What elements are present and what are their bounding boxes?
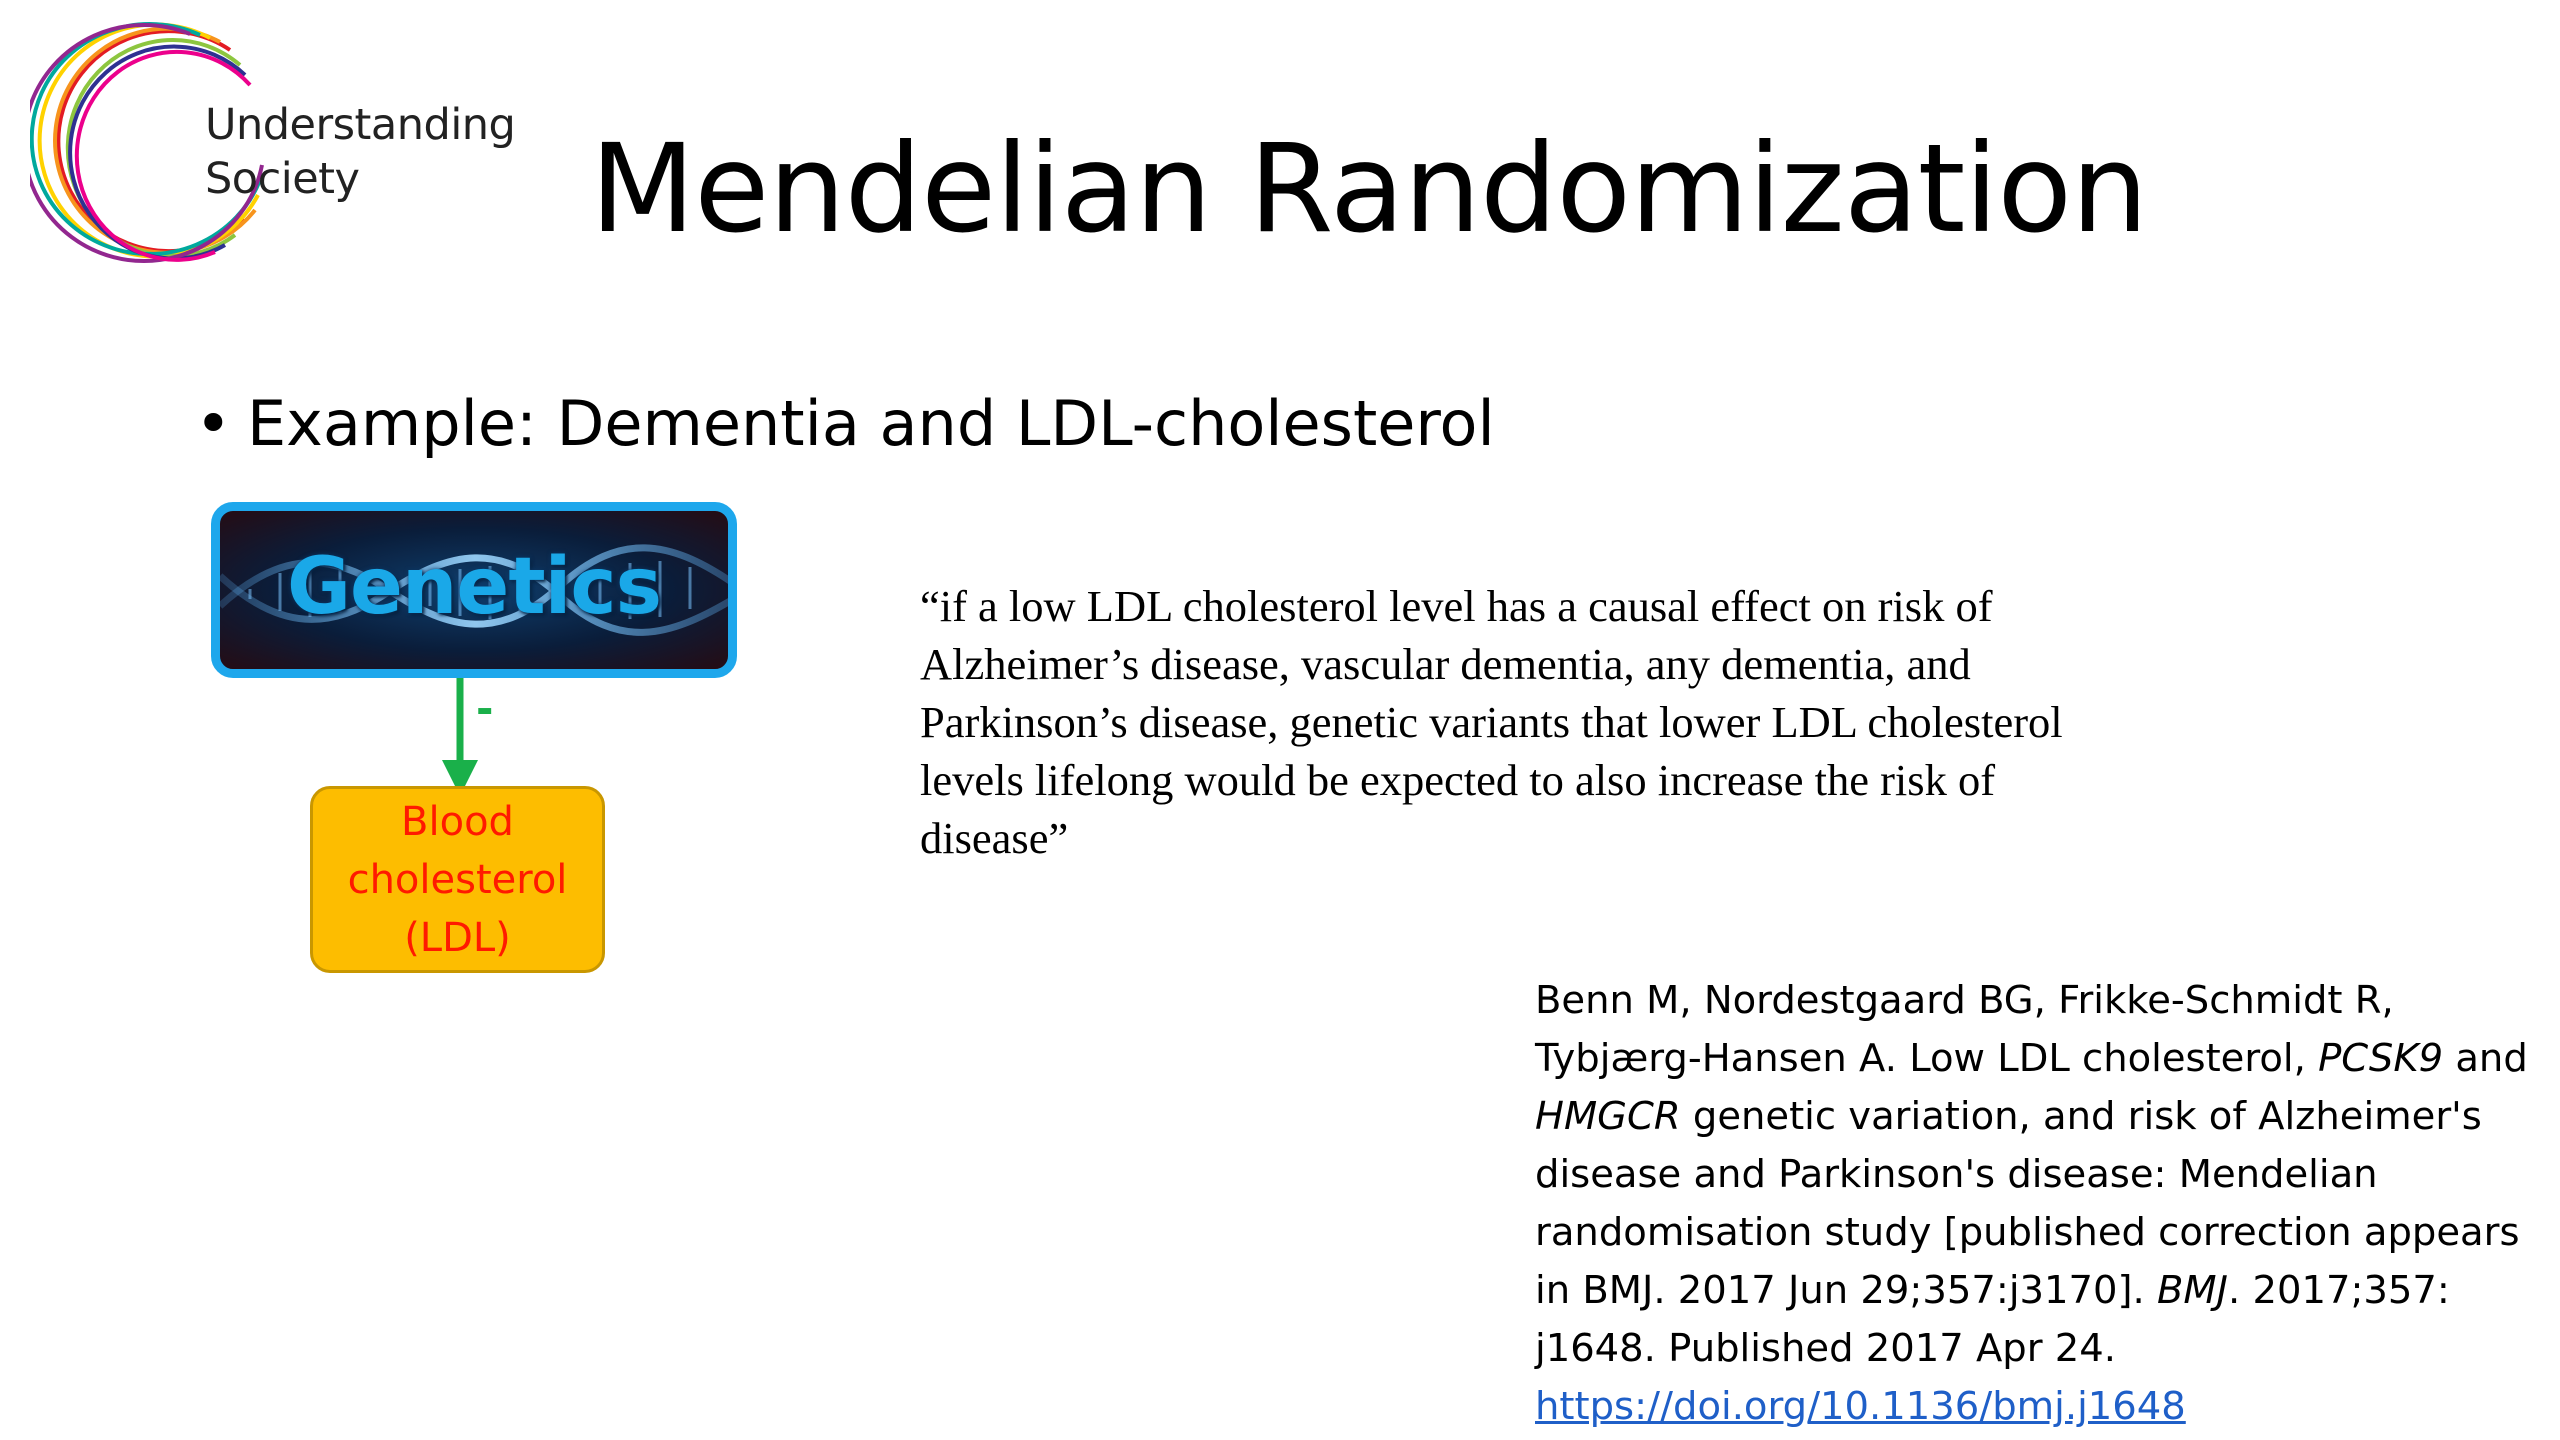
logo-text <box>205 98 515 206</box>
doi-link[interactable]: https://doi.org/10.1136/bmj.j1648 <box>1535 1384 2186 1429</box>
quote-block <box>920 577 2220 867</box>
bullet-point <box>195 387 1495 460</box>
quote-line: disease” <box>920 813 1069 863</box>
citation-line <box>1535 1262 2545 1320</box>
citation-line: randomisation study [published correction appears <box>1535 1210 2520 1255</box>
quote-line: Parkinson’s disease, genetic variants that lower LDL cholesterol <box>920 697 2063 747</box>
gene-name-pcsk9: PCSK9 <box>2318 1036 2444 1081</box>
genetics-box <box>211 502 737 678</box>
citation-line <box>1535 1378 2545 1436</box>
journal-name: BMJ <box>2157 1268 2228 1313</box>
citation-text: and <box>2443 1036 2528 1081</box>
bullet-marker: • <box>195 387 232 460</box>
citation-text: in BMJ. 2017 Jun 29;357:j3170]. <box>1535 1268 2157 1313</box>
genetics-label: Genetics <box>286 542 662 632</box>
outcome-line-1: Blood <box>401 798 514 845</box>
citation-line: j1648. Published 2017 Apr 24. <box>1535 1326 2117 1371</box>
citation-line <box>1535 1030 2545 1088</box>
effect-sign: - <box>476 684 494 733</box>
citation-text: Tybjærg-Hansen A. Low LDL cholesterol, <box>1535 1036 2319 1081</box>
citation-line: disease and Parkinson's disease: Mendelian <box>1535 1152 2378 1197</box>
citation-line: Benn M, Nordestgaard BG, Frikke-Schmidt R, <box>1535 978 2394 1023</box>
outcome-line-2: cholesterol <box>347 856 568 903</box>
logo-line-1: Understanding <box>205 100 516 150</box>
bullet-text: Example: Dementia and LDL-cholesterol <box>247 387 1495 460</box>
blood-cholesterol-box <box>310 786 605 973</box>
quote-line: Alzheimer’s disease, vascular dementia, any dementia, and <box>920 639 1971 689</box>
citation-block <box>1535 972 2545 1436</box>
gene-name-hmgcr: HMGCR <box>1535 1094 1681 1139</box>
citation-text: . 2017;357: <box>2227 1268 2450 1313</box>
quote-line: “if a low LDL cholesterol level has a causal effect on risk of <box>920 581 1993 631</box>
citation-line <box>1535 1088 2545 1146</box>
outcome-line-3: (LDL) <box>404 914 511 961</box>
quote-line: levels lifelong would be expected to also increase the risk of <box>920 755 1996 805</box>
understanding-society-logo <box>30 20 516 280</box>
citation-text: genetic variation, and risk of Alzheimer's <box>1680 1094 2482 1139</box>
slide-title: Mendelian Randomization <box>590 118 2148 260</box>
logo-line-2: Society <box>205 154 360 204</box>
